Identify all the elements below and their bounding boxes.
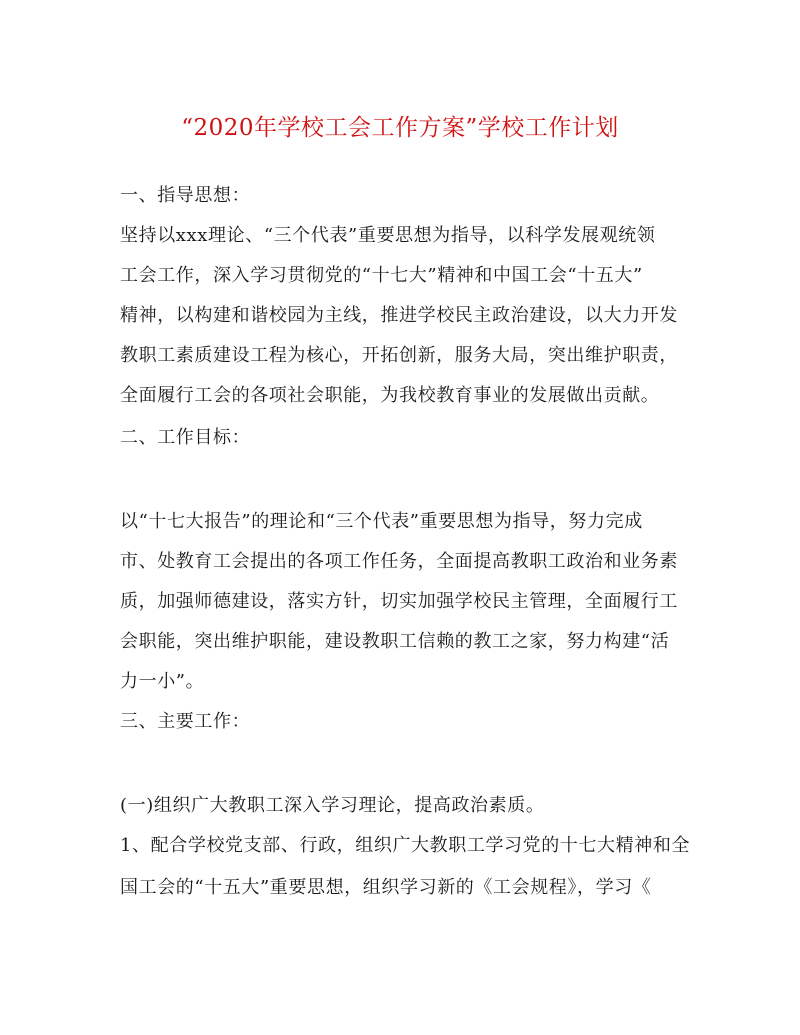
paragraph-line: 坚持以xxx理论、“三个代表”重要思想为指导，以科学发展观统领 [120, 225, 656, 246]
subsection-heading: (一)组织广大教职工深入学习理论，提高政治素质。 [120, 795, 545, 816]
paragraph-line: 会职能，突出维护职能，建设教职工信赖的教工之家，努力构建“活 [120, 631, 670, 652]
section-heading-guiding-ideology: 一、指导思想： [120, 185, 251, 206]
paragraph-line: 1、配合学校党支部、行政，组织广大教职工学习党的十七大精神和全 [120, 835, 691, 856]
paragraph-line: 以“十七大报告”的理论和“三个代表”重要思想为指导，努力完成 [120, 511, 643, 532]
paragraph-line: 质，加强师德建设，落实方针，切实加强学校民主管理，全面履行工 [120, 591, 678, 612]
document-title: “2020年学校工会工作方案”学校工作计划 [181, 115, 619, 141]
paragraph-line: 教职工素质建设工程为核心，开拓创新，服务大局，突出维护职责， [120, 345, 678, 366]
paragraph-line: 力一小”。 [120, 671, 205, 692]
paragraph-line: 工会工作，深入学习贯彻党的“十七大”精神和中国工会“十五大” [120, 265, 643, 286]
paragraph-line: 全面履行工会的各项社会职能，为我校教育事业的发展做出贡献。 [120, 385, 660, 406]
section-heading-main-work: 三、主要工作： [120, 711, 251, 732]
paragraph-line: 市、处教育工会提出的各项工作任务，全面提高教职工政治和业务素 [120, 551, 678, 572]
paragraph-line: 国工会的“十五大”重要思想，组织学习新的《工会规程》，学习《 [120, 877, 652, 898]
paragraph-line: 精神，以构建和谐校园为主线，推进学校民主政治建设，以大力开发 [120, 305, 678, 326]
section-heading-work-goals: 二、工作目标： [120, 427, 251, 448]
